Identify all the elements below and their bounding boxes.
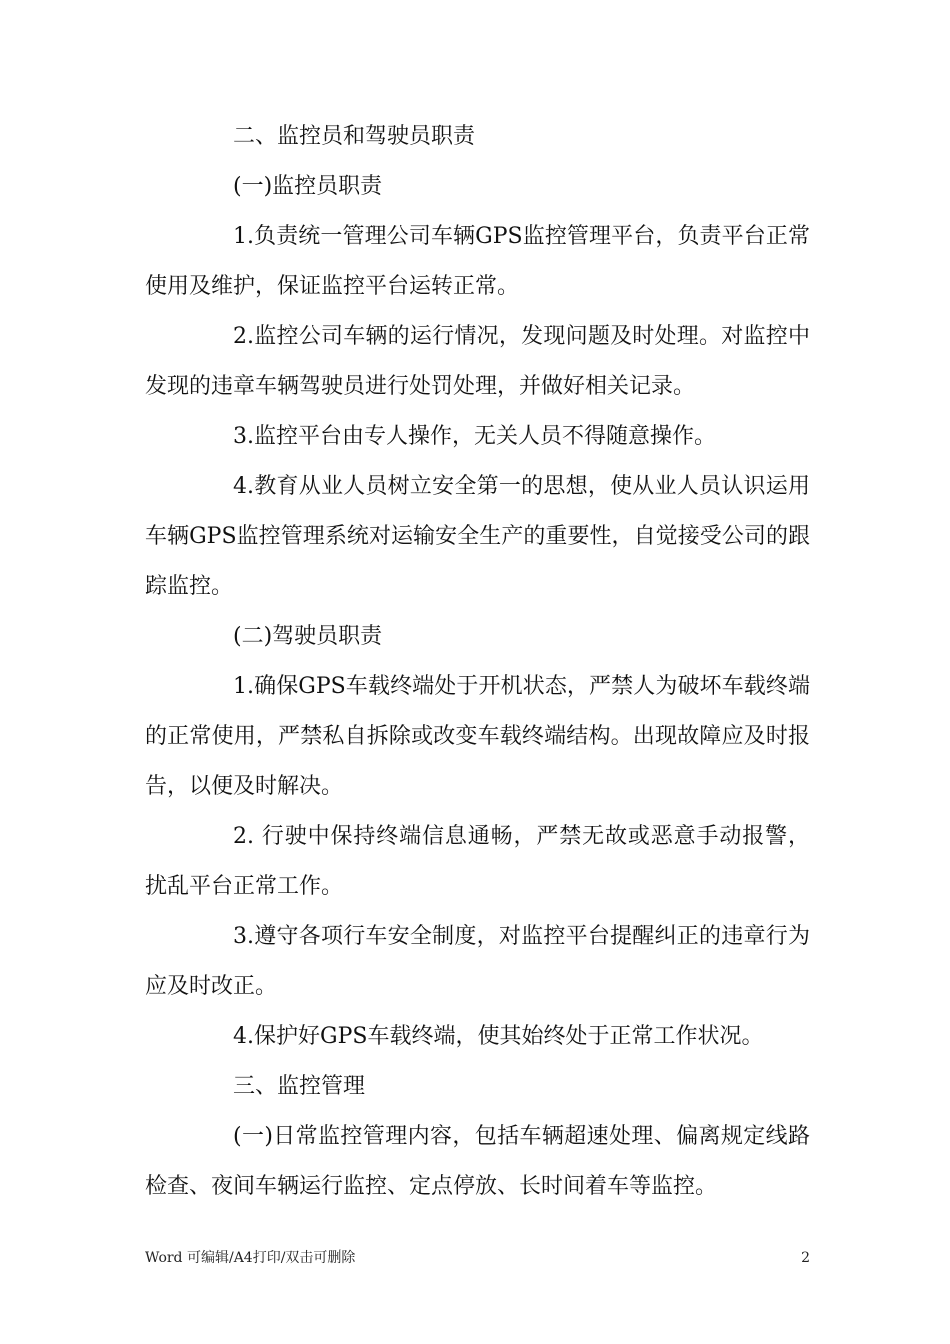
footer-note: Word 可编辑/A4打印/双击可删除 — [145, 1250, 356, 1266]
paragraph-driver-duty-3: 3.遵守各项行车安全制度，对监控平台提醒纠正的违章行为应及时改正。 — [145, 924, 810, 999]
paragraph-daily-monitoring: (一)日常监控管理内容，包括车辆超速处理、偏离规定线路检查、夜间车辆运行监控、定点停放、长时间着车等监控。 — [145, 1124, 810, 1199]
paragraph-monitor-duty-4: 4.教育从业人员树立安全第一的思想，使从业人员认识运用车辆GPS监控管理系统对运输安全生产的重要性，自觉接受公司的跟踪监控。 — [145, 474, 810, 599]
subsection-heading-monitor-duties: (一)监控员职责 — [233, 174, 383, 199]
paragraph-driver-duty-1: 1.确保GPS车载终端处于开机状态，严禁人为破坏车载终端的正常使用，严禁私自拆除或改变车载终端结构。出现故障应及时报告，以便及时解决。 — [145, 674, 810, 799]
paragraph-monitor-duty-2: 2.监控公司车辆的运行情况，发现问题及时处理。对监控中发现的违章车辆驾驶员进行处罚处理，并做好相关记录。 — [145, 324, 810, 399]
section-heading-3: 三、监控管理 — [233, 1074, 366, 1099]
page-number: 2 — [801, 1250, 810, 1266]
paragraph-driver-duty-4: 4.保护好GPS车载终端，使其始终处于正常工作状况。 — [233, 1024, 764, 1049]
paragraph-driver-duty-2: 2. 行驶中保持终端信息通畅，严禁无故或恶意手动报警，扰乱平台正常工作。 — [145, 824, 810, 899]
subsection-heading-driver-duties: (二)驾驶员职责 — [233, 624, 383, 649]
paragraph-monitor-duty-1: 1.负责统一管理公司车辆GPS监控管理平台，负责平台正常使用及维护，保证监控平台运转正常。 — [145, 224, 810, 299]
document-body — [145, 112, 810, 1212]
paragraph-monitor-duty-3: 3.监控平台由专人操作，无关人员不得随意操作。 — [233, 424, 716, 449]
section-heading-2: 二、监控员和驾驶员职责 — [233, 124, 476, 149]
